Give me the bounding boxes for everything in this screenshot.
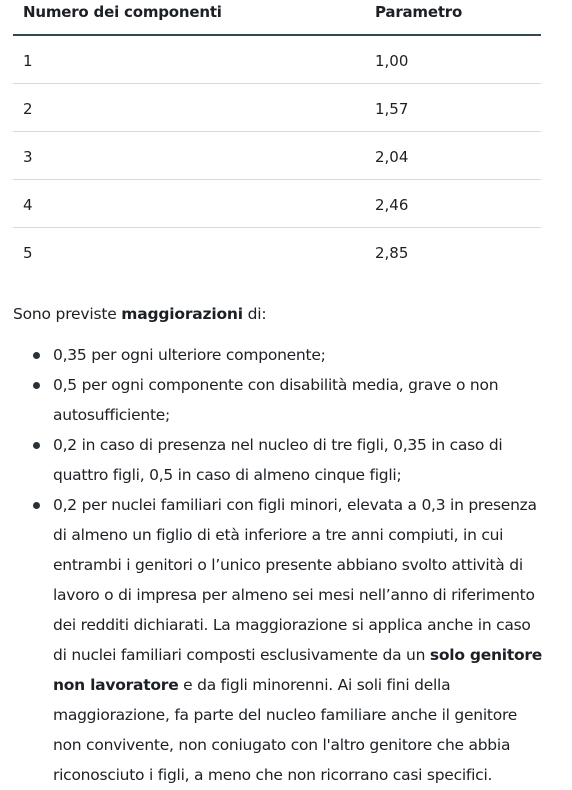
table-row bbox=[13, 36, 541, 84]
list-item-text: 0,35 per ogni ulteriore componente; bbox=[53, 346, 326, 364]
list-item bbox=[0, 370, 572, 430]
list-item-bold-term: solo genitore non lavoratore bbox=[53, 646, 543, 694]
cell-parameter: 1,57 bbox=[375, 100, 409, 118]
list-item bbox=[0, 340, 572, 370]
cell-components: 3 bbox=[23, 148, 33, 166]
list-item bbox=[0, 430, 572, 490]
parameter-table bbox=[13, 0, 541, 276]
bullet-dot-icon bbox=[33, 382, 40, 389]
table-row bbox=[13, 228, 541, 276]
cell-components: 5 bbox=[23, 244, 33, 262]
header-parameter: Parametro bbox=[375, 3, 463, 21]
table-row bbox=[13, 84, 541, 132]
list-item-text: 0,5 per ogni componente con disabilità media, grave o non autosufficiente; bbox=[53, 376, 499, 424]
table-row bbox=[13, 180, 541, 228]
list-item-text-part2: e da figli minorenni. Ai soli fini della maggiorazione, fa parte del nucleo familiare anche il genitore non convivente, non coniugato con l'altro genitore che abbia riconosciuto i figli, a meno che non ricorrano casi specifici. bbox=[53, 676, 518, 784]
intro-paragraph bbox=[13, 304, 266, 324]
list-item-text: 0,2 in caso di presenza nel nucleo di tre figli, 0,35 in caso di quattro figli, 0,5 in caso di almeno cinque figli; bbox=[53, 436, 503, 484]
bullet-dot-icon bbox=[33, 352, 40, 359]
cell-parameter: 2,04 bbox=[375, 148, 409, 166]
intro-text-before: Sono previste bbox=[13, 305, 122, 323]
cell-parameter: 2,85 bbox=[375, 244, 409, 262]
list-item bbox=[0, 490, 572, 790]
header-components: Numero dei componenti bbox=[23, 3, 222, 21]
bullet-dot-icon bbox=[33, 502, 40, 509]
cell-parameter: 2,46 bbox=[375, 196, 409, 214]
table-header bbox=[13, 0, 541, 36]
intro-text-after: di: bbox=[242, 305, 267, 323]
cell-components: 2 bbox=[23, 100, 33, 118]
intro-bold-term: maggiorazioni bbox=[121, 305, 243, 323]
bullet-dot-icon bbox=[33, 442, 40, 449]
cell-parameter: 1,00 bbox=[375, 52, 409, 70]
cell-components: 4 bbox=[23, 196, 33, 214]
list-item-text-part1: 0,2 per nuclei familiari con figli minori, elevata a 0,3 in presenza di almeno un figlio di età inferiore a tre anni compiuti, in cui entrambi i genitori o l’unico presente abbiano svolto attività di lavoro o di impresa per almeno sei mesi nell’anno di riferimento dei redditi dichiarati. La maggiorazione si applica anche in caso di nuclei familiari composti esclusivamente da un bbox=[53, 496, 537, 664]
table-row bbox=[13, 132, 541, 180]
maggiorazioni-list bbox=[0, 340, 572, 790]
cell-components: 1 bbox=[23, 52, 33, 70]
